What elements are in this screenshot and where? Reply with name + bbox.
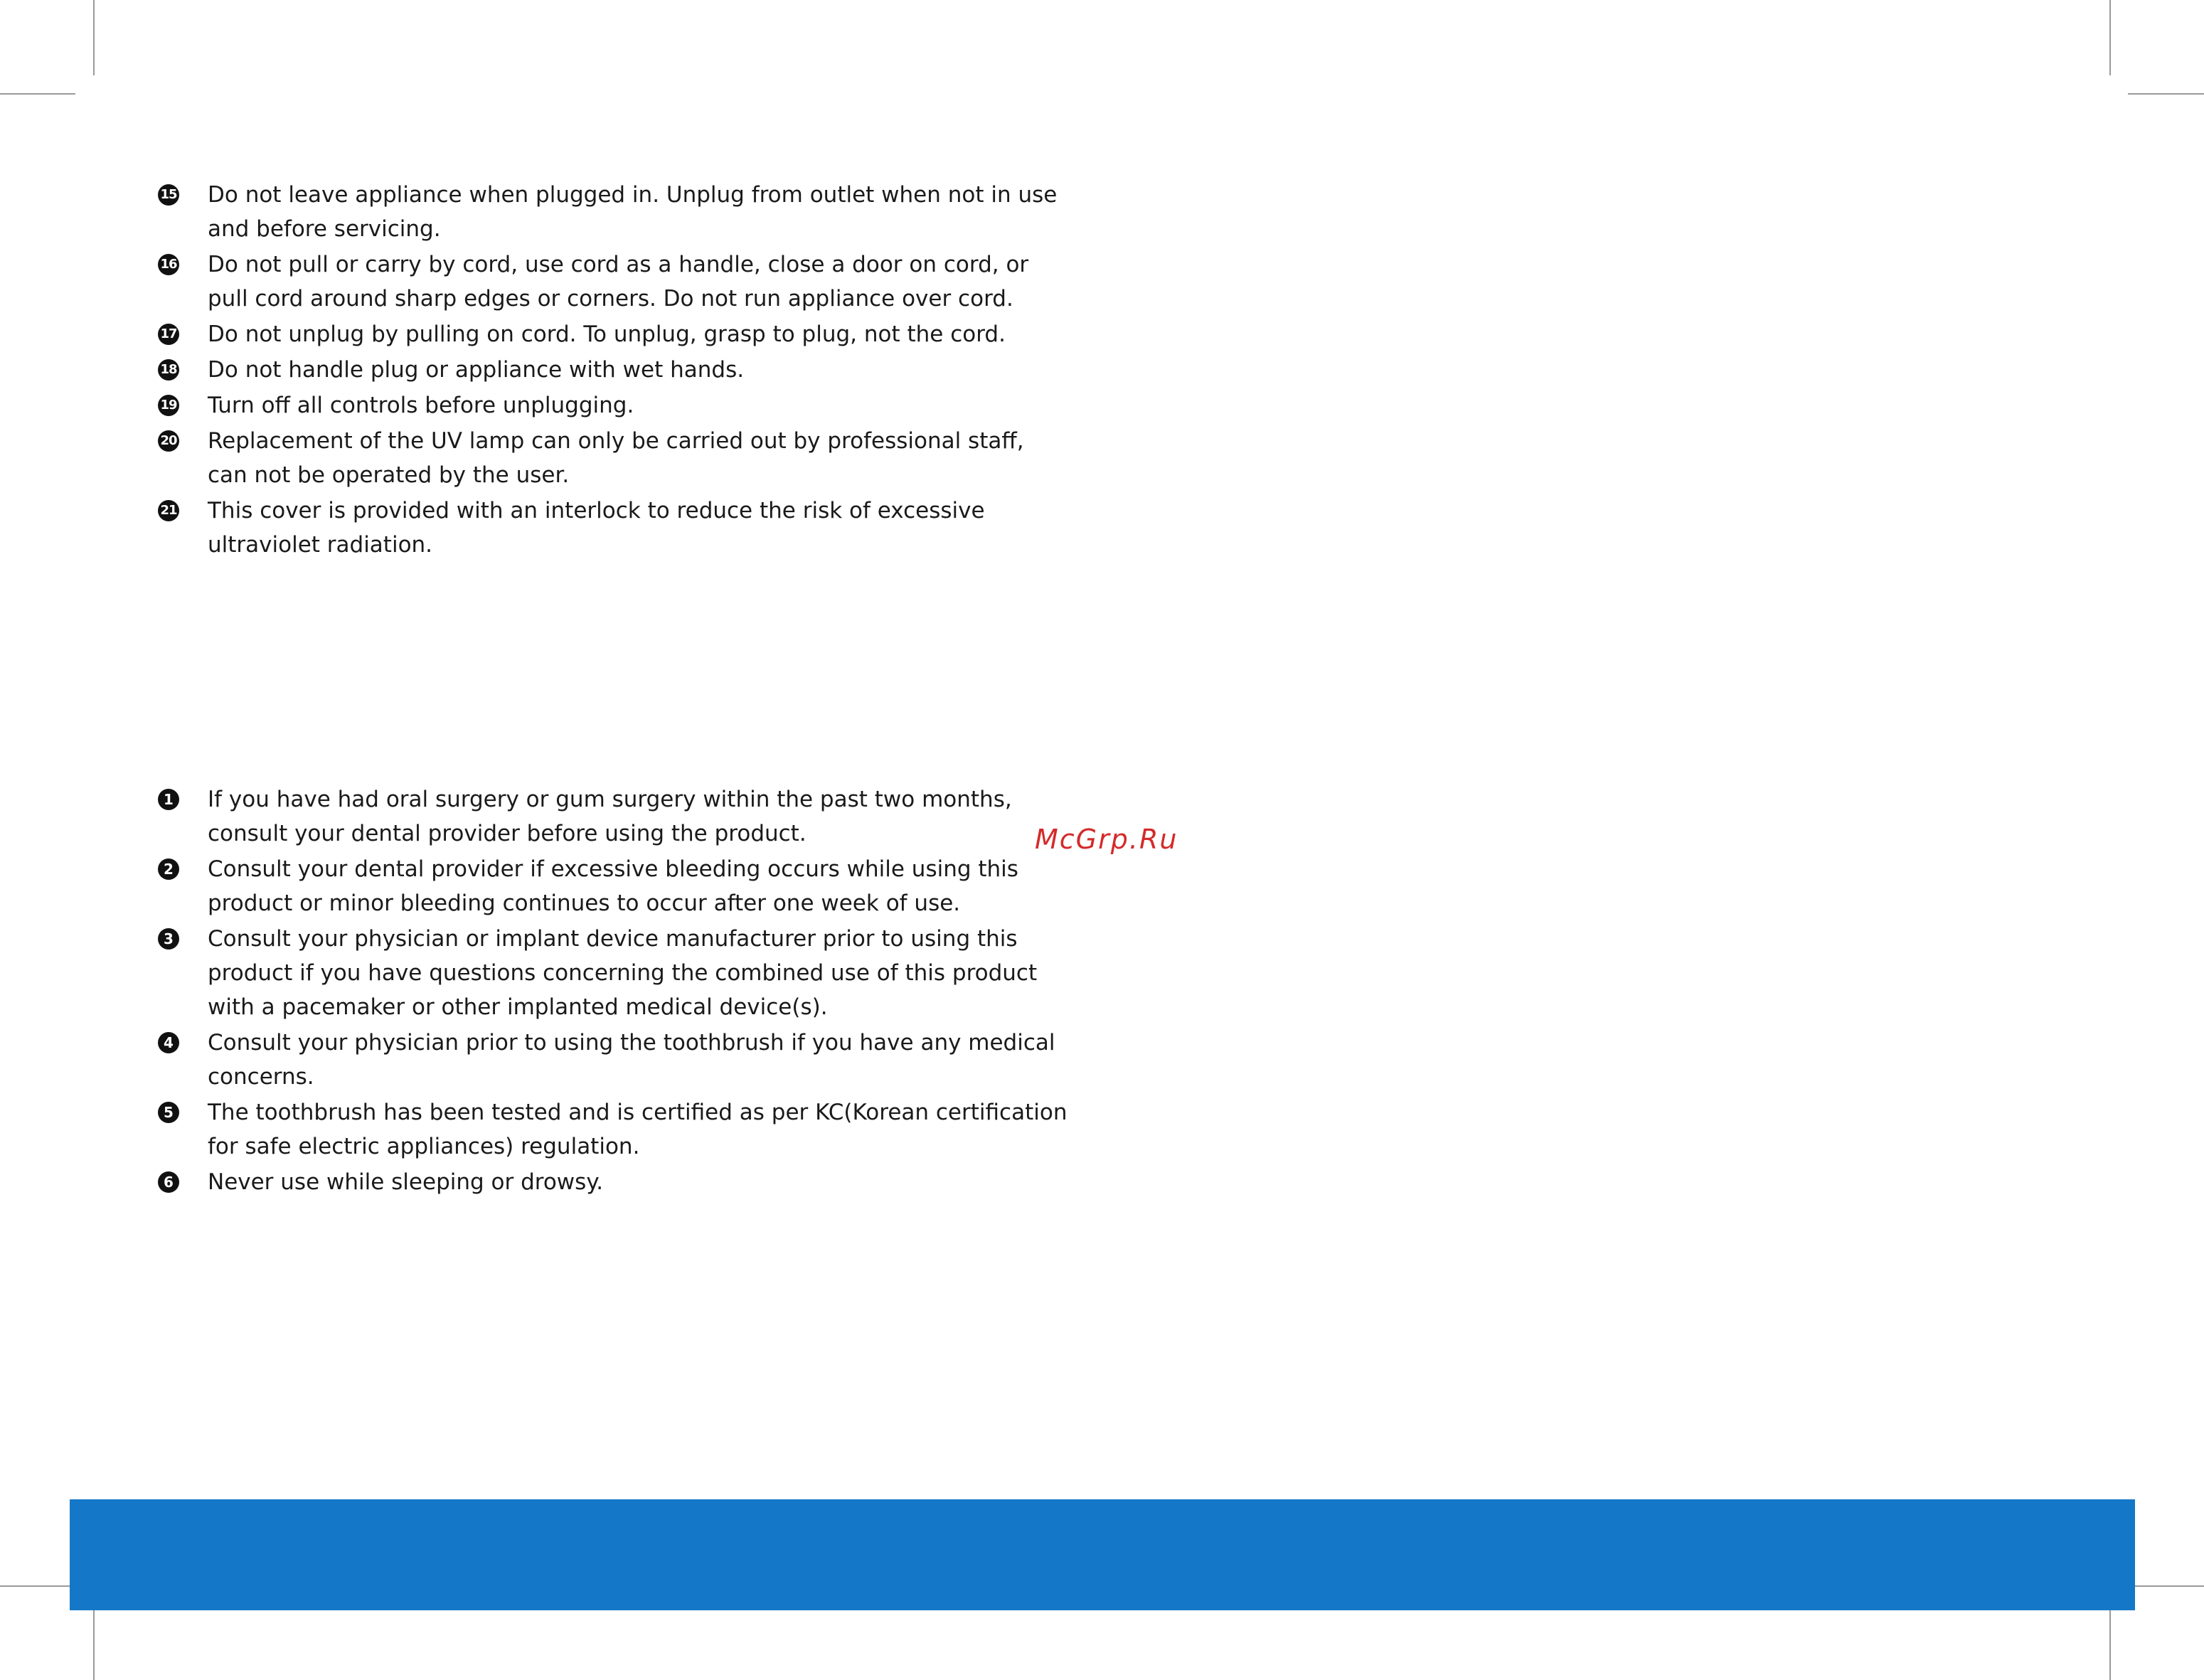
crop-mark-top-right-horizontal — [2128, 93, 2204, 95]
instruction-text: Turn off all controls before unplugging. — [208, 393, 634, 418]
number-badge: 19 — [158, 395, 179, 416]
number-badge: 3 — [158, 928, 179, 950]
number-badge: 16 — [158, 254, 179, 275]
list-item — [0, 922, 1068, 1024]
number-badge: 6 — [158, 1171, 179, 1193]
crop-mark-bottom-right-vertical — [2109, 1604, 2111, 1680]
caution-text: Consult your physician prior to using the toothbrush if you have any medical concerns. — [208, 1030, 1055, 1090]
caution-text: Consult your physician or implant device manufacturer prior to using this product if you have questions concerning the combined use of this product with a pacemaker or other implanted medical device(s). — [208, 926, 1038, 1020]
instruction-text: Replacement of the UV lamp can only be carried out by professional staff, can not be operated by the user. — [208, 428, 1024, 488]
list-item — [0, 494, 1068, 562]
list-item — [0, 1165, 1068, 1199]
list-item — [0, 782, 1068, 851]
number-badge: 17 — [158, 324, 179, 345]
watermark: McGrp.Ru — [1035, 824, 1178, 855]
caution-list — [0, 782, 1068, 1201]
number-badge: 21 — [158, 500, 179, 521]
list-item — [0, 178, 1068, 246]
footer-band — [70, 1499, 2135, 1610]
instruction-text: Do not handle plug or appliance with wet hands. — [208, 357, 745, 383]
crop-mark-top-left-horizontal — [0, 93, 75, 95]
crop-mark-bottom-left-horizontal — [0, 1585, 75, 1587]
number-badge: 18 — [158, 359, 179, 381]
caution-text: Never use while sleeping or drowsy. — [208, 1169, 604, 1195]
crop-mark-top-left-vertical — [93, 0, 95, 75]
number-badge: 15 — [158, 184, 179, 206]
caution-text: The toothbrush has been tested and is certified as per KC(Korean certification for safe electric appliances) regulation. — [208, 1100, 1068, 1159]
list-item — [0, 248, 1068, 316]
instruction-text: Do not leave appliance when plugged in. Unplug from outlet when not in use and before servicing. — [208, 182, 1058, 242]
number-badge: 1 — [158, 789, 179, 810]
crop-mark-bottom-left-vertical — [93, 1604, 95, 1680]
number-badge: 4 — [158, 1032, 179, 1053]
list-item — [0, 852, 1068, 920]
crop-mark-bottom-right-horizontal — [2128, 1585, 2204, 1587]
number-badge: 20 — [158, 430, 179, 452]
caution-text: Consult your dental provider if excessive bleeding occurs while using this product or minor bleeding continues to occur after one week of use. — [208, 856, 1018, 916]
list-item — [0, 1095, 1068, 1164]
instruction-text: Do not pull or carry by cord, use cord as a handle, close a door on cord, or pull cord around sharp edges or corners. Do not run appliance over cord. — [208, 252, 1029, 312]
list-item — [0, 1026, 1068, 1094]
number-badge: 2 — [158, 858, 179, 880]
number-badge: 5 — [158, 1102, 179, 1123]
instruction-text: Do not unplug by pulling on cord. To unplug, grasp to plug, not the cord. — [208, 321, 1006, 347]
caution-text: If you have had oral surgery or gum surgery within the past two months, consult your dental provider before using the product. — [208, 787, 1012, 846]
list-item — [0, 424, 1068, 492]
list-item — [0, 353, 1068, 387]
crop-mark-top-right-vertical — [2109, 0, 2111, 75]
list-item — [0, 388, 1068, 422]
safety-instructions-list — [0, 178, 1068, 563]
instruction-text: This cover is provided with an interlock to reduce the risk of excessive ultraviolet radiation. — [208, 498, 985, 558]
list-item — [0, 317, 1068, 351]
